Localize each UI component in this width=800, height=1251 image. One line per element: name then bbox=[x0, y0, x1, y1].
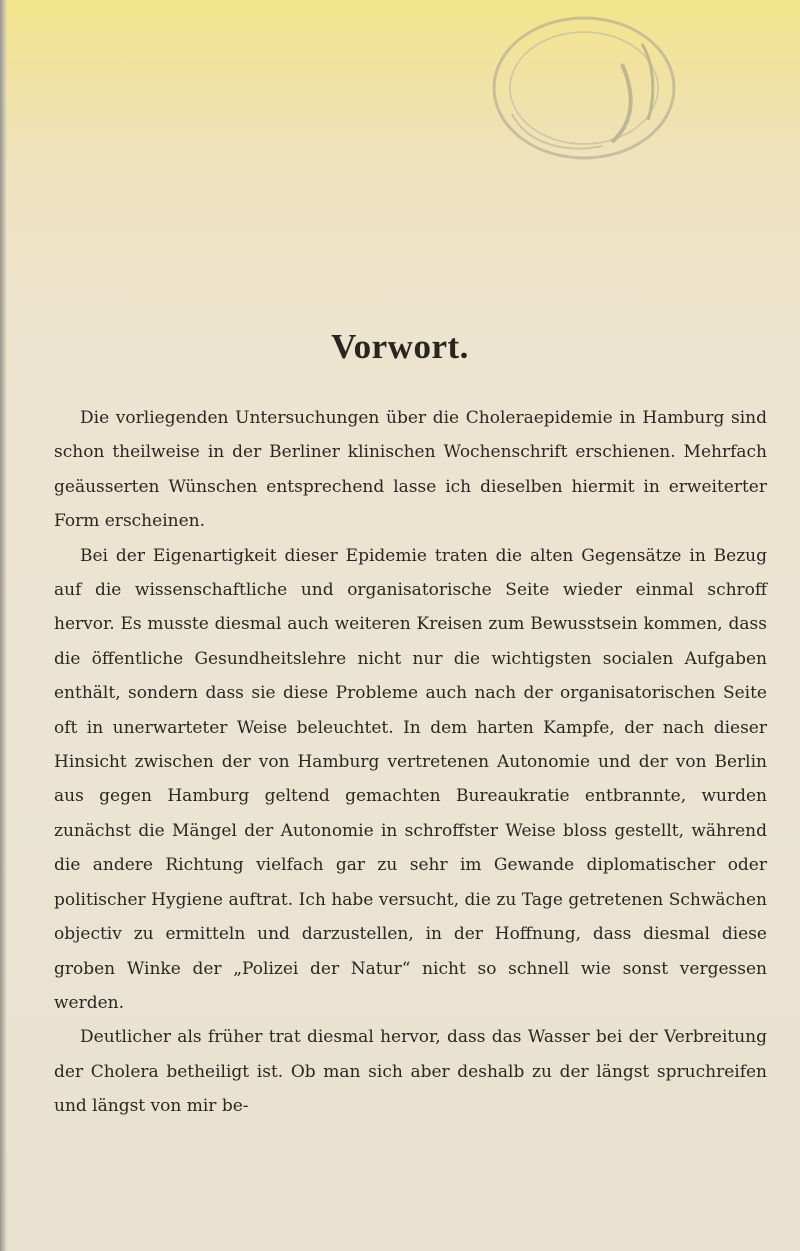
paragraph: Deutlicher als früher trat diesmal hervor, dass das Wasser bei der Verbreitung der Cholera betheiligt ist. Ob man sich aber deshalb zu der längst spruchreifen und längst von mir be- bbox=[54, 1027, 767, 1117]
page-title: Vorwort. bbox=[331, 327, 469, 366]
library-stamp bbox=[472, 4, 692, 174]
page-left-edge bbox=[0, 0, 7, 1251]
preface-body bbox=[54, 401, 767, 1124]
paragraph: Die vorliegenden Untersuchungen über die Choleraepidemie in Hamburg sind schon theilweise in der Berliner klinischen Wochenschrift erschienen. Mehrfach geäusserten Wünschen entsprechend lasse ich dieselben hiermit in erweiterter Form erscheinen. bbox=[54, 408, 767, 532]
paragraph: Bei der Eigenartigkeit dieser Epidemie traten die alten Gegensätze in Bezug auf die wissenschaftliche und organisatorische Seite wieder einmal schroff hervor. Es musste diesmal auch weiteren Kreisen zum Bewusstsein kommen, dass die öffentliche Gesundheitslehre nicht nur die wichtigsten socialen Aufgaben enthält, sondern dass sie diese Probleme auch nach der organisatorischen Seite oft in unerwarteter Weise beleuchtet. In dem harten Kampfe, der nach dieser Hinsicht zwischen der von Hamburg vertretenen Autonomie und der von Berlin aus gegen Hamburg geltend gemachten Bureaukratie entbrannte, wurden zunächst die Mängel der Autonomie in schroffster Weise bloss gestellt, während die andere Richtung vielfach gar zu sehr im Gewande diplomatischer oder politischer Hygiene auftrat. Ich habe versucht, die zu Tage getretenen Schwächen objectiv zu ermitteln und darzustellen, in der Hoffnung, dass diesmal diese groben Winke der „Polizei der Natur“ nicht so schnell wie sonst vergessen werden. bbox=[54, 545, 767, 1013]
